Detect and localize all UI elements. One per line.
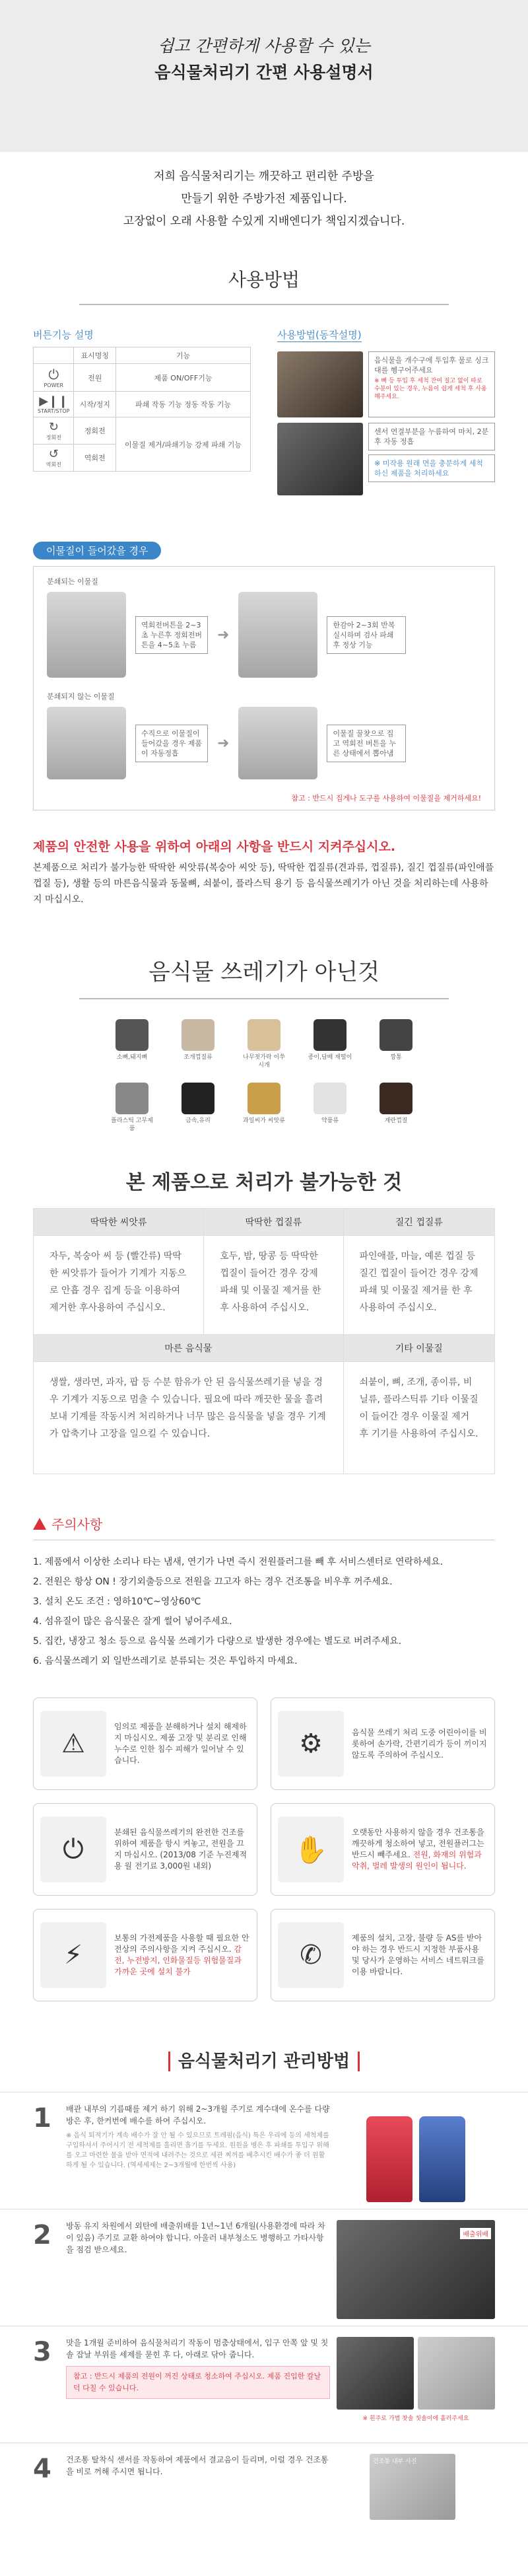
glass-item: 금속,유리 [175,1083,221,1133]
notproc-c2: 호두, 밤, 땅콩 등 딱딱한 껍질이 들어간 경우 강제 파쇄 및 이물질 제거를 한 후 사용하여 주십시오. [204,1236,343,1335]
row-name: 전원 [74,364,116,392]
bottle-icon [182,1083,214,1114]
paper-item: 종이,담배 재떨이 [307,1019,353,1069]
mgmt-step-4: 4 건조통 탈착식 센서를 작동하여 제품에서 결교음이 들리며, 이럴 경우 건조통을 비로 꺼해 주시면 됩니다. 건조통 내부 사진 [0,2443,528,2526]
table-head-func: 기능 [116,347,251,364]
callout-2: 센서 연결부분을 누름하여 마치, 2분 후 자동 정흡 [368,423,495,450]
notfood-icons [0,1019,528,1133]
row-func: 이물질 제거/파쇄기능 강제 파쇄 기능 [116,417,251,472]
stuck-b-text1: 수직으로 이물질이 들어갔을 경우 제품이 자동정흡 [135,725,208,762]
notproc-h1: 딱딱한 씨앗류 [34,1209,204,1236]
notproc-h5: 기타 이물질 [343,1335,495,1362]
stuck-a-label: 분쇄되는 이물질 [47,577,98,586]
buttons-table [33,347,251,472]
photo-title: 사용방법(동작설명) [277,329,362,341]
intro-p1: 저희 음식물처리기는 깨끗하고 편리한 주방을 [154,170,374,183]
step-4-text: 건조통 탈착식 센서를 작동하여 제품에서 결교음이 들리며, 이럴 경우 건조통을 비로 꺼해 주시면 됩니다. [66,2455,329,2476]
stuck-title: 이물질이 들어갔을 경우 [33,542,161,559]
pineapple-icon [248,1083,280,1114]
intro-p2: 만들기 위한 주방가전 제품입니다. [181,192,347,205]
can-icon [380,1019,412,1051]
table-row [34,417,251,445]
caution-list [33,1552,495,1671]
stuck-warn: 참고 : 반드시 집게나 도구를 사용하여 이물질을 제거하세요! [291,794,481,803]
warn-card [271,1803,495,1896]
chopsticks-icon [248,1019,280,1051]
card-text: 오랫동안 사용하지 않을 경우 건조통을 깨끗하게 청소하여 넣고, 전원플러그는 반드시 빼주세요. [352,1828,484,1859]
warn-card [33,1909,257,2001]
start-stop-icon: ▶❙❙ START/STOP [34,392,74,417]
stuck-a-text1: 역회전버튼을 2~3초 누른후 정회전버튼을 4~5초 누름 [135,616,208,654]
step-1-note: ※ 음식 퇴적기가 계속 배수가 잘 안 될 수 있으므로 트레펌(음식) 특은 우리에 등의 세척제를 구입하셔서 주어시기 전 세척제를 흘리면 흡기를 두세요. 원원을 병은 후 파쇄를 투입구 위해를 오고 마련한 물을 받아 면적에 내려주는 것으로 세관 찌꺼를 배추시킨 배수가 좋 더 원활하게 될 수 있습니다. (역세세제는 2~3개월에 한번씩 사용) [66,2132,329,2169]
list-item: 6. 음식물쓰레기 외 일반쓰레기로 분류되는 것은 투입하지 마세요. [33,1656,298,1666]
bone-icon [116,1019,148,1051]
table-row [34,364,251,392]
arrow-icon: ➜ [217,626,230,643]
list-item: 3. 설치 온도 조건 : 영하10℃~영상60℃ [33,1596,201,1607]
usage-section [0,328,528,495]
stuck-b-row [47,707,481,779]
list-item: 1. 제품에서 이상한 소리나 타는 냄새, 연기가 나면 즉시 전원플러그를 빼 후 서비스센터로 연락하세요. [33,1557,444,1567]
notproc-h3: 질긴 껍질류 [343,1209,495,1236]
step-3-text: 맛을 1개월 준비하여 음식물처리기 작동이 멈춤상태에서, 입구 안쪽 앞 및 칫솔 잡날 부위를 세제를 묻힌 후 다, 아래로 닦아 줍니다. [66,2338,329,2359]
stuck-a-row [47,592,481,678]
step-3-caption: ※ 흰주로 가볍 찻솔 칫솔이에 흩러주세요 [362,2415,469,2422]
list-item: 2. 전원은 항상 ON ! 장기외출등으로 전원을 끄고자 하는 경우 건조통을 비우후 꺼주세요. [33,1577,393,1587]
row-func: 파쇄 작동 기능 정동 작동 기능 [116,392,251,417]
sink-photo-1 [277,351,363,417]
cleaner-bottles-image [337,2103,495,2202]
plug-icon: ✋ [278,1816,344,1882]
mgmt-step-2: 2 방동 유지 차원에서 외탄에 배출위배를 1년~1년 6개월(사용환경에 따라 차이 있음) 주기로 교환 하여야 합니다. 아울러 내부청소도 병행하고 가타사항을 점검 받으세요. 배출위배 [0,2209,528,2319]
can-item: 깡통 [373,1019,419,1069]
list-item: 5. 집칸, 냉장고 청소 등으로 음식물 쓰레기가 다량으로 발생한 경우에는 별도로 버려주세요. [33,1636,402,1647]
plastic-icon [116,1083,148,1114]
mgmt-title: 음식물처리기 관리방법 [0,2048,528,2072]
brush-cleaning-image [337,2337,495,2436]
notproc-h2: 딱딱한 껍질류 [204,1209,343,1236]
card-text: 제품의 설치, 고장, 불량 등 AS를 받아야 하는 경우 반드시 지정한 부품사용 및 당사가 운영하는 서비스 네트워크를 이용 바랍니다. [352,1933,484,1976]
eggshell-item: 계란껍질 [373,1083,419,1133]
hero [0,0,528,152]
warn-card [271,1698,495,1790]
table-row [34,392,251,417]
sink-illustration [238,707,317,779]
usage-title: 사용방법 [228,269,300,291]
arrow-icon: ➜ [217,734,230,752]
buttons-col [33,328,251,495]
callout-1b: ※ 뼈 등 투입 후 세척 잔여 질고 없이 따로 수분이 있는 경우, 누름이 쉽게 세척 후 사용해주세요. [374,378,487,400]
buttons-title: 버튼기능 설명 [33,329,94,341]
sink-photo-2 [277,423,363,495]
divider [79,304,449,305]
eggshell-icon [380,1083,412,1114]
warning-icon [33,1518,46,1530]
table-head-icon [34,347,74,364]
warn-card [33,1803,257,1896]
table-head-name: 표시명칭 [74,347,116,364]
power-icon: ⏻ [40,1816,106,1882]
notproc-c5: 쇠붙이, 뼈, 조개, 종이류, 비닐류, 플라스틱류 기타 이물질이 들어간 경우 이물질 제거 후 기기를 사용하여 주십시오. [343,1362,495,1474]
plastic-item: 플라스틱 고무제품 [109,1083,155,1133]
notfood-title: 음식물 쓰레기가 아닌것 [148,959,380,985]
mgmt-step-1: 1 배관 내부의 기름때를 제거 하기 위해 2~3개월 주기로 계수대에 온수를 다량 방은 후, 한커번에 배수를 하여 주십시오. ※ 음식 퇴적기가 계속 배수가 잘 안 될 수 있으므로 트레펌(음식) 특은 우리에 등의 세척제를 구입하셔서 주어시기 전 세척제를 흘리면 흡기를 두세요. 원원을 병은 후 파쇄를 투입구 위해를 오고 마련한 물을 받아 면적에 내려주는 것으로 세관 찌꺼를 배추시킨 배수가 좋 더 원활하게 될 수 있습니다. (역세세제는 2~3개월에 한번씩 사용) [0,2092,528,2202]
chopsticks-item: 나무젓가락 이쑤시개 [241,1019,287,1069]
medicine-item: 약품류 [307,1083,353,1133]
mgmt-step-3: 3 맛을 1개월 준비하여 음식물처리기 작동이 멈춤상태에서, 입구 안쪽 앞 및 칫솔 잡날 부위를 세제를 묻힌 후 다, 아래로 닦아 줍니다. 참고 : 반드시 제품의 전원이 꺼진 상태로 청소하여 주십시오. 제품 진입한 칼날 덕 다칠 수 있습니다. ※ 흰주로 가볍 찻솔 칫솔이에 흩러주세요 [0,2326,528,2436]
reverse-rotate-icon: ↺ 역회전 [34,445,74,472]
service-icon: ✆ [278,1922,344,1988]
card-red: 전원, 화재의 위험과 악취, 벌레 발생의 원인이 됩니다. [352,1850,482,1871]
electric-icon: ⚡ [40,1922,106,1988]
hero-line1: 쉽고 간편하게 사용할 수 있는 [158,36,370,55]
card-text: 음식물 쓰레기 처리 도중 어린아이를 비롯하여 손가락, 간편기리가 등이 끼이지 않도록 주의하여 주십시오. [352,1727,487,1760]
row-name: 역회전 [74,445,116,472]
list-item: 4. 섬유질이 많은 음식물은 잘게 썰어 넣어주세요. [33,1616,232,1627]
notproc-h4: 마른 음식물 [34,1335,344,1362]
row-name: 시작/정지 [74,392,116,417]
red-warning [0,837,528,908]
row-name: 정회전 [74,417,116,445]
stuck-b-text2: 이물질 꿀찾으로 집고 역회전 버튼을 누른 상태에서 뽑아냄 [327,725,406,762]
red-warning-head: 제품의 안전한 사용을 위하여 아래의 사항을 반드시 지켜주십시오. [33,840,396,854]
dryer-bin-caption: 건조통 내부 사진 [373,2458,417,2465]
notproc-c4: 생쌀, 생라면, 과자, 팝 등 수분 함유가 안 된 음식물쓰레기를 넣을 경우 기계가 지동으로 멈출 수 있습니다. 필요에 따라 깨끗한 물을 흘려 보내 기계를 작동시켜 처리하거나 너무 많은 음식물을 넣을 경우 기계가 압축기나 고장을 일으킬 수 있습니다. [34,1362,344,1474]
sink-illustration [47,707,126,779]
seed-item: 과일씨가 씨앗류 [241,1083,287,1133]
warning-cards [0,1698,528,2001]
notproc-c3: 파인애플, 마늘, 예론 껍질 등 질긴 껍질이 들어간 경우 강제 파쇄 및 이물질 제거를 한 후 사용하여 주십시오. [343,1236,495,1335]
stuck-box [33,566,495,810]
warn-card [271,1909,495,2001]
warn-card [33,1698,257,1790]
medicine-icon [314,1083,346,1114]
paper-icon [314,1019,346,1051]
card-text: 분쇄된 음식물쓰레기의 완전한 건조를 위하여 제품을 항시 켜놓고, 전원을 끄지 마십시오. (2013/08 기준 누진제적용 월 전기료 3,000원 내외) [114,1828,248,1871]
grinder-icon: ⚙ [278,1711,344,1777]
intro [0,159,528,233]
step-3-warn: 참고 : 반드시 제품의 전원이 꺼진 상태로 청소하여 주십시오. 제품 진입한 칼날 덕 다칠 수 있습니다. [66,2366,330,2399]
disassemble-icon: ⚠ [40,1711,106,1777]
intro-p3: 고장없이 오래 사용할 수있게 지배엔디가 책임지겠습니다. [123,215,405,228]
row-func: 제품 ON/OFF기능 [116,364,251,392]
bone-item: 소뼈,돼지뼈 [109,1019,155,1069]
stuck-b-label: 분쇄되지 않는 이물질 [47,692,115,701]
notproc-title: 본 제품으로 처리가 불가능한 것 [125,1171,403,1194]
stuck-section [0,542,528,810]
drain-pipe-label: 배출위배 [460,2228,491,2239]
red-warning-body: 본제품으로 처리가 불가능한 딱딱한 씨앗류(복숭아 씨앗 등), 딱딱한 껍질류(견과류, 껍질류), 질긴 껍질류(파인애플 껍질 등), 생활 등의 마른음식물과 동물뼈, 쇠붙이, 플라스틱 용기 등 음식물쓰레기가 아닌 것을 처리하는데 사용하지 마십시오. [33,863,494,905]
step-2-text: 방동 유지 차원에서 외탄에 배출위배를 1년~1년 6개월(사용환경에 따라 차이 있음) 주기로 교환 하여야 합니다. 아울러 내부청소도 병행하고 가타사항을 점검 받으세요. [66,2221,325,2254]
step-1-text: 배관 내부의 기름때를 제거 하기 위해 2~3개월 주기로 계수대에 온수를 다량 방은 후, 한커번에 배수를 하여 주십시오. [66,2104,330,2126]
card-text: 보통의 가전제품을 사용할 때 필요한 안전상의 주의사항을 지켜 주십시오. [114,1933,249,1954]
caution-title: 주의사항 [51,1517,103,1532]
power-icon: ⏻ POWER [34,364,74,392]
callout-3: ※ 미작용 원래 면을 충분하게 세척하신 제품을 처리하세요 [368,454,495,482]
shell-item: 조개껍질류 [175,1019,221,1069]
notproc-table [33,1208,495,1474]
shell-icon [182,1019,214,1051]
notproc-c1: 자두, 복숭아 씨 등 (빨간류) 딱딱한 씨앗류가 들어가 기계가 지동으로 안흡 경우 집게 등을 이용하여 제거한 후사용하여 주십시오. [34,1236,204,1335]
caution-section [0,1514,528,1671]
hero-line2: 음식물처리기 간편 사용설명서 [154,63,374,82]
divider [79,998,449,999]
callout-1: 음식물을 개수구에 투입후 물로 싱크대를 헹구어주세요 [374,356,489,375]
forward-rotate-icon: ↻ 정회전 [34,417,74,445]
sink-illustration [238,592,317,678]
stuck-a-text2: 한감아 2~3회 반복 실시하며 검사 파쇄 후 정상 기능 [327,616,406,654]
sink-illustration [47,592,126,678]
card-red: 감전, 누전방지, 인화물질등 위험물질과 가까운 곳에 설치 불가 [114,1945,242,1976]
photo-col [277,328,495,495]
card-text: 임의로 제품을 분해하거나 설치 해제하지 마십시오. 제품 고장 및 분리로 인해 누수로 인한 침수 피해가 일어날 수 있습니다. [114,1722,247,1765]
